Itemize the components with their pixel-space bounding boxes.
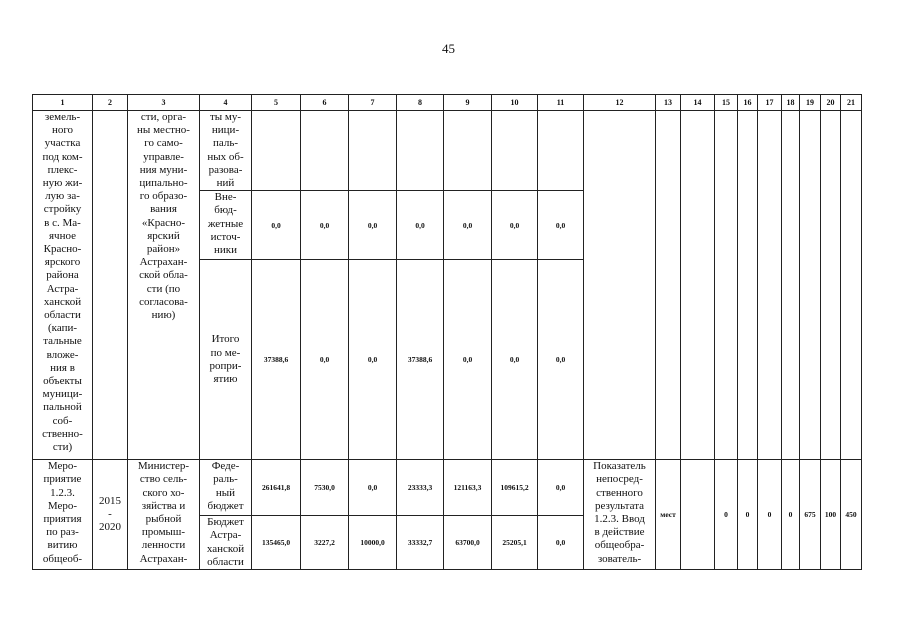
col-header: 8 — [397, 95, 444, 111]
target-cell — [800, 111, 821, 460]
amount-cell: 0,0 — [252, 191, 301, 260]
executor-cell — [128, 460, 200, 570]
target-cell: 675 — [800, 460, 821, 570]
amount-cell: 3227,2 — [301, 516, 349, 570]
amount-cell: 109615,2 — [492, 460, 538, 516]
amount-cell: 63700,0 — [444, 516, 492, 570]
amount-cell: 25205,1 — [492, 516, 538, 570]
col-header: 7 — [349, 95, 397, 111]
amount-cell: 0,0 — [538, 516, 584, 570]
amount-cell: 0,0 — [538, 191, 584, 260]
target-cell — [738, 111, 758, 460]
amount-cell — [538, 111, 584, 191]
col-header: 11 — [538, 95, 584, 111]
amount-cell: 37388,6 — [397, 260, 444, 460]
indicator-text: Показатель непосред- ственного результата 1.2.3. Ввод в действие общеобра- зователь- — [593, 460, 646, 565]
funding-source: Вне- бюд- жетные источ- ники — [207, 191, 244, 257]
col-header: 10 — [492, 95, 538, 111]
amount-cell: 261641,8 — [252, 460, 301, 516]
col-header: 16 — [738, 95, 758, 111]
amount-cell: 0,0 — [397, 191, 444, 260]
funding-source-cell — [200, 260, 252, 460]
amount-cell: 135465,0 — [252, 516, 301, 570]
target-cell: 0 — [758, 460, 782, 570]
amount-cell: 0,0 — [444, 191, 492, 260]
period-cell — [93, 111, 128, 460]
amount-cell: 0,0 — [492, 191, 538, 260]
col-header: 6 — [301, 95, 349, 111]
funding-source-cell — [200, 191, 252, 260]
table-row — [33, 111, 862, 191]
funding-source: Итого по ме- ропри- ятию — [209, 333, 242, 385]
col-header: 14 — [681, 95, 715, 111]
period-cell — [93, 460, 128, 570]
page-number: 45 — [442, 41, 455, 56]
amount-cell: 0,0 — [349, 460, 397, 516]
amount-cell: 0,0 — [349, 191, 397, 260]
funding-source-cell — [200, 460, 252, 516]
col-header: 3 — [128, 95, 200, 111]
target-cell: 0 — [715, 460, 738, 570]
amount-cell — [301, 111, 349, 191]
amount-cell: 0,0 — [301, 191, 349, 260]
amount-cell: 0,0 — [538, 460, 584, 516]
amount-cell — [349, 111, 397, 191]
period: 2015 - 2020 — [99, 494, 121, 534]
amount-cell: 33332,7 — [397, 516, 444, 570]
col-header: 19 — [800, 95, 821, 111]
target-cell: 0 — [738, 460, 758, 570]
amount-cell: 10000,0 — [349, 516, 397, 570]
col-header: 1 — [33, 95, 93, 111]
indicator-cell — [584, 111, 656, 460]
target-cell — [841, 111, 862, 460]
measure-name-cell — [33, 460, 93, 570]
executor-cell — [128, 111, 200, 460]
amount-cell: 37388,6 — [252, 260, 301, 460]
target-cell: 100 — [821, 460, 841, 570]
col-header: 20 — [821, 95, 841, 111]
executor-name: Министер- ство сель- ского хо- зяйства и рыбной промыш- ленности Астрахан- — [137, 460, 190, 565]
amount-cell — [252, 111, 301, 191]
unit-cell — [656, 111, 681, 460]
amount-cell: 0,0 — [444, 260, 492, 460]
amount-cell: 0,0 — [301, 260, 349, 460]
target-cell — [782, 111, 800, 460]
amount-cell — [397, 111, 444, 191]
amount-cell: 0,0 — [349, 260, 397, 460]
measure-name: земель- ного участка под ком- плекс- ную жи- лую за- стройку в с. Ма- ячное Красно- ярского района Астра- ханской области (капи- тальные вложе- ния в объекты муници- пальной соб- ственно- сти) — [42, 111, 83, 454]
target-cell — [758, 111, 782, 460]
col-header: 13 — [656, 95, 681, 111]
funding-source-cell — [200, 516, 252, 570]
col-header: 21 — [841, 95, 862, 111]
col-header: 2 — [93, 95, 128, 111]
funding-source: ты му- ници- паль- ных об- разова- ний — [207, 111, 244, 190]
amount-cell: 0,0 — [492, 260, 538, 460]
funding-source: Бюджет Астра- ханской области — [206, 516, 245, 568]
indicator-cell — [584, 460, 656, 570]
target-cell — [681, 460, 715, 570]
amount-cell — [444, 111, 492, 191]
column-number-row — [33, 95, 862, 111]
target-cell — [681, 111, 715, 460]
col-header: 15 — [715, 95, 738, 111]
col-header: 12 — [584, 95, 656, 111]
target-cell: 0 — [782, 460, 800, 570]
unit-cell: мест — [656, 460, 681, 570]
col-header: 5 — [252, 95, 301, 111]
amount-cell — [492, 111, 538, 191]
amount-cell: 0,0 — [538, 260, 584, 460]
measure-name: Меро- приятие 1.2.3. Меро- приятия по раз- витию общеоб- — [42, 460, 83, 565]
funding-source-cell — [200, 111, 252, 191]
program-table — [32, 94, 862, 570]
measure-name-cell — [33, 111, 93, 460]
table-row — [33, 460, 862, 516]
amount-cell: 7530,0 — [301, 460, 349, 516]
col-header: 9 — [444, 95, 492, 111]
amount-cell: 121163,3 — [444, 460, 492, 516]
executor-name: сти, орга- ны местно- го само- управле- ния муни- ципально- го образо- вания «Красно- ярский район» Астрахан- ской обла- сти (по согласова- нию) — [137, 111, 190, 322]
col-header: 4 — [200, 95, 252, 111]
amount-cell: 23333,3 — [397, 460, 444, 516]
col-header: 17 — [758, 95, 782, 111]
target-cell — [821, 111, 841, 460]
target-cell — [715, 111, 738, 460]
funding-source: Феде- раль- ный бюджет — [207, 460, 244, 512]
target-cell: 450 — [841, 460, 862, 570]
col-header: 18 — [782, 95, 800, 111]
